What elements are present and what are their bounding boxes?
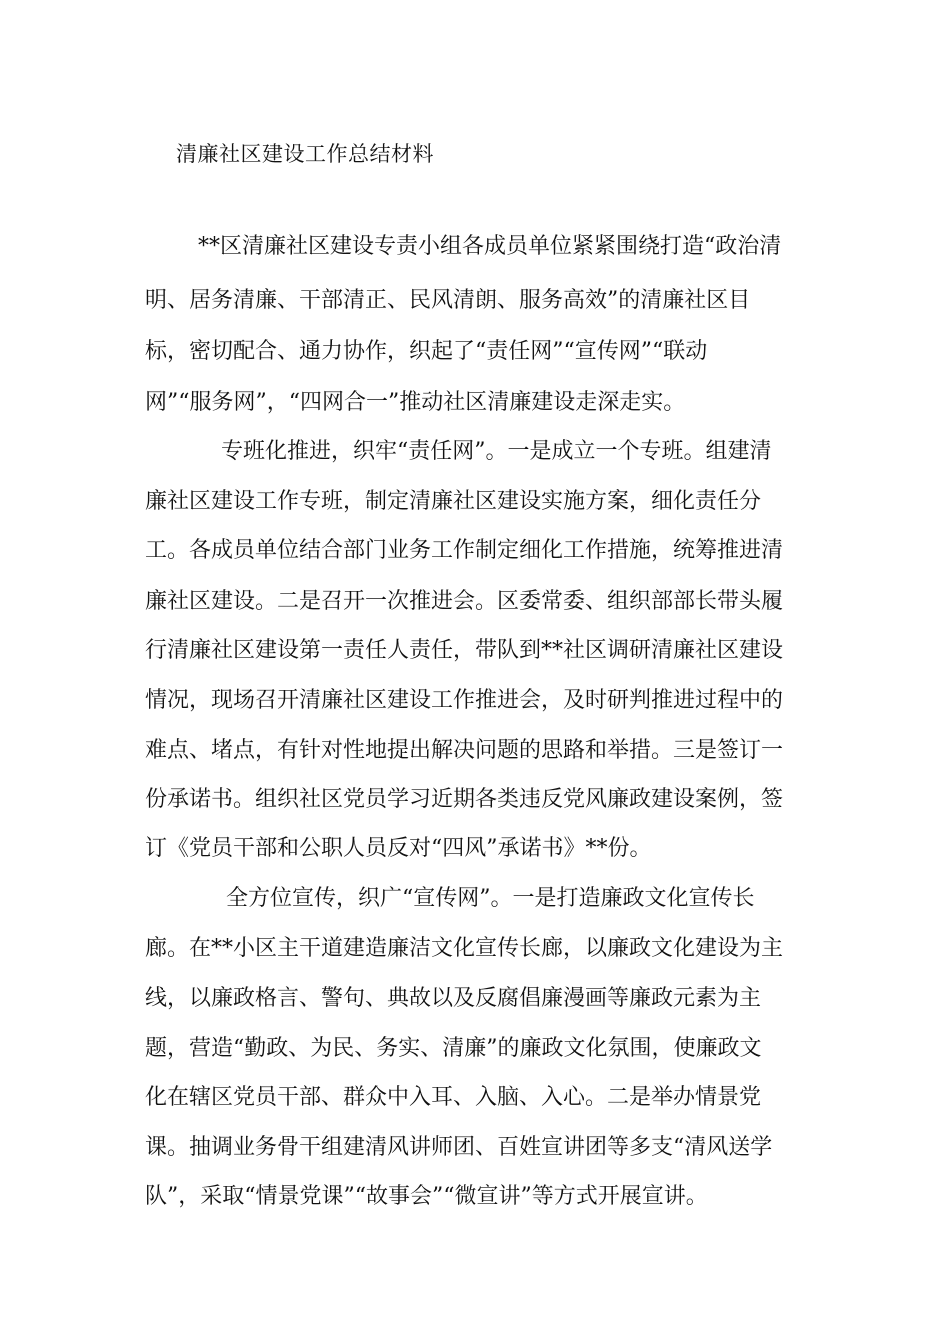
paragraph-line: 队”，采取“情景党课”“故事会”“微宣讲”等方式开展宣讲。 [145, 1184, 708, 1209]
paragraph-line: 工。各成员单位结合部门业务工作制定细化工作措施，统筹推进清 [145, 538, 784, 563]
document-title: 清廉社区建设工作总结材料 [176, 142, 434, 166]
paragraph-line: 专班化推进，织牢“责任网”。一是成立一个专班。组建清 [221, 439, 772, 464]
paragraph-line: 全方位宣传，织广“宣传网”。一是打造廉政文化宣传长 [226, 886, 755, 911]
paragraph-line: 网”“服务网”，“四网合一”推动社区清廉建设走深走实。 [145, 390, 686, 415]
paragraph-line: 廉社区建设工作专班，制定清廉社区建设实施方案，细化责任分 [145, 489, 762, 514]
paragraph-line: **区清廉社区建设专责小组各成员单位紧紧围绕打造“政治清 [198, 234, 782, 259]
paragraph-line: 明、居务清廉、干部清正、民风清朗、服务高效”的清廉社区目 [145, 288, 751, 313]
paragraph-line: 标，密切配合、通力协作，织起了“责任网”“宣传网”“联动 [145, 339, 708, 364]
paragraph-line: 课。抽调业务骨干组建清风讲师团、百姓宣讲团等多支“清风送学 [145, 1135, 773, 1160]
paragraph-line: 线，以廉政格言、警句、典故以及反腐倡廉漫画等廉政元素为主 [145, 986, 762, 1011]
paragraph-line: 化在辖区党员干部、群众中入耳、入脑、入心。二是举办情景党 [145, 1085, 762, 1110]
paragraph-line: 情况，现场召开清廉社区建设工作推进会，及时研判推进过程中的 [145, 688, 784, 713]
paragraph-line: 份承诺书。组织社区党员学习近期各类违反党风廉政建设案例，签 [145, 787, 784, 812]
paragraph-line: 行清廉社区建设第一责任人责任，带队到**社区调研清廉社区建设 [145, 638, 784, 663]
paragraph-line: 难点、堵点，有针对性地提出解决问题的思路和举措。三是签订一 [145, 738, 784, 763]
paragraph-line: 题，营造“勤政、为民、务实、清廉”的廉政文化氛围，使廉政文 [145, 1036, 762, 1061]
paragraph-line: 廊。在**小区主干道建造廉洁文化宣传长廊，以廉政文化建设为主 [145, 936, 784, 961]
paragraph-line: 订《党员干部和公职人员反对“四风”承诺书》**份。 [145, 836, 652, 861]
paragraph-line: 廉社区建设。二是召开一次推进会。区委常委、组织部部长带头履 [145, 589, 784, 614]
